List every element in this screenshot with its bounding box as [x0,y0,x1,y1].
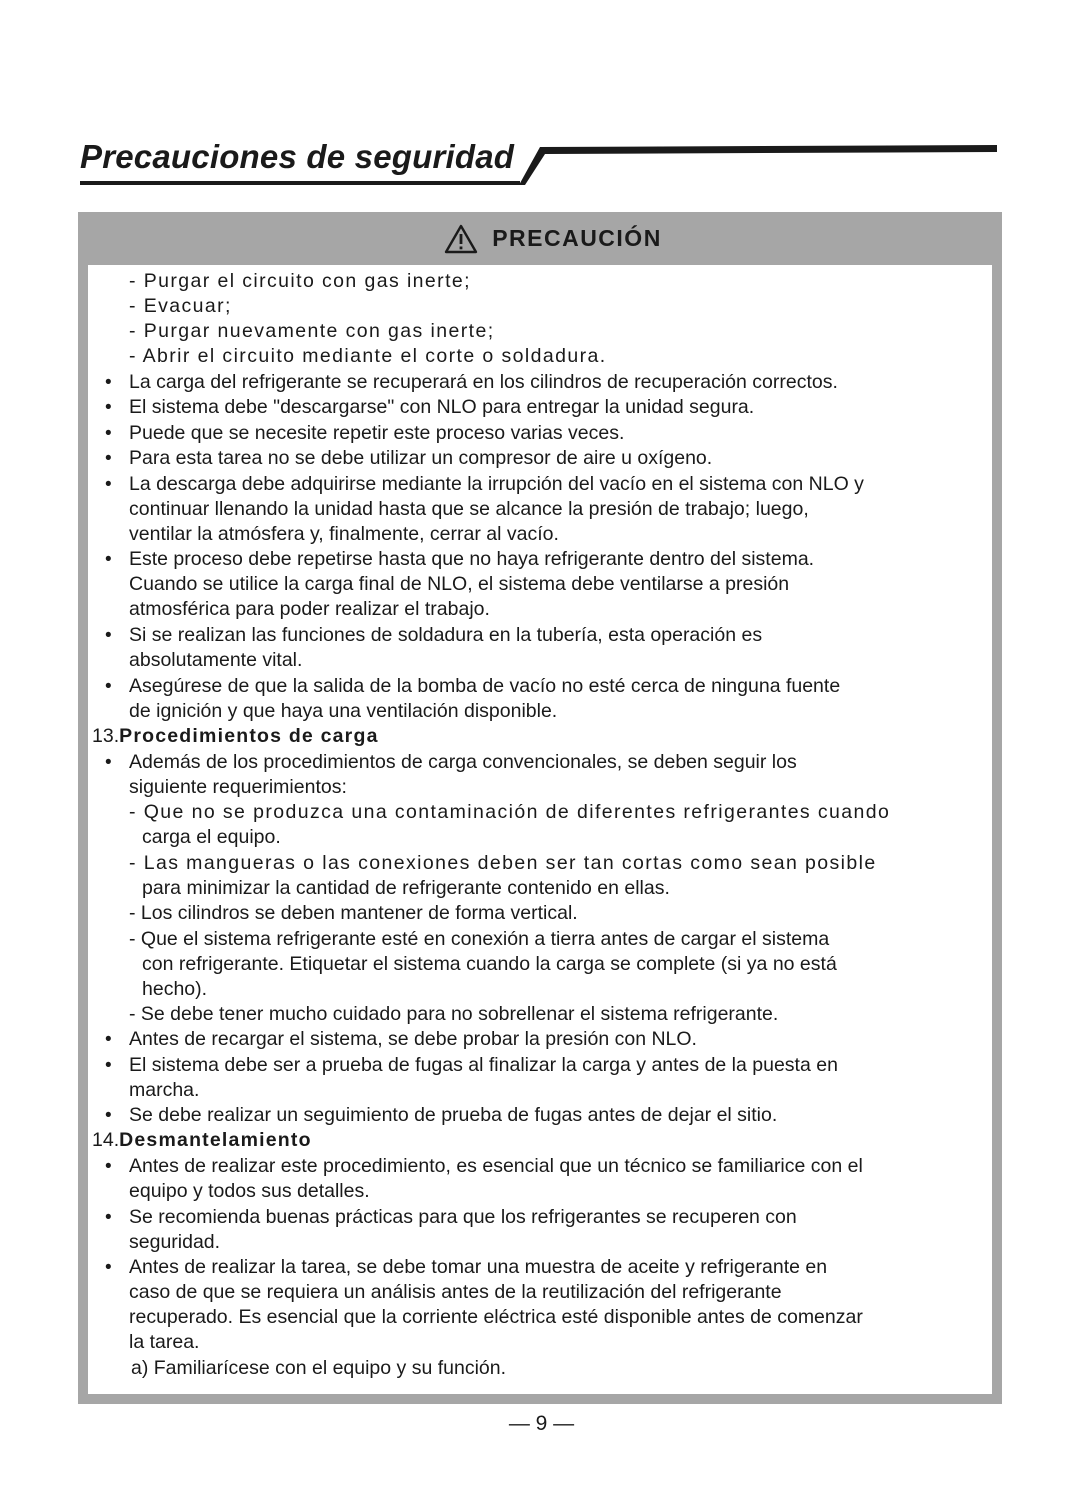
bullet-item-cont: la tarea. [129,1331,200,1353]
bullet-icon: • [105,448,112,469]
bullet-item-cont: continuar llenando la unidad hasta que se alcance la presión de trabajo; luego, [129,498,809,520]
dash-item: - Las mangueras o las conexiones deben ser tan cortas como sean posible [129,852,877,874]
dash-item: - Evacuar; [129,295,232,317]
bullet-item-cont: ventilar la atmósfera y, finalmente, cerrar al vacío. [129,523,559,545]
bullet-icon: • [105,1257,112,1278]
section-title: Procedimientos de carga [119,725,379,747]
bullet-item: Antes de recargar el sistema, se debe probar la presión con NLO. [129,1028,697,1050]
bullet-icon: • [105,474,112,495]
bullet-icon: • [105,397,112,418]
bullet-item: La descarga debe adquirirse mediante la irrupción del vacío en el sistema con NLO y [129,473,864,495]
dash-item-cont: con refrigerante. Etiquetar el sistema cuando la carga se complete (si ya no está [142,953,837,975]
bullet-item-cont: absolutamente vital. [129,649,303,671]
dash-item-cont: carga el equipo. [142,826,281,848]
bullet-item: Se debe realizar un seguimiento de prueba de fugas antes de dejar el sitio. [129,1104,778,1126]
bullet-item: Se recomienda buenas prácticas para que los refrigerantes se recuperen con [129,1206,797,1228]
bullet-item: Este proceso debe repetirse hasta que no haya refrigerante dentro del sistema. [129,548,815,570]
bullet-icon: • [105,1207,112,1228]
bullet-icon: • [105,372,112,393]
bullet-item-cont: Cuando se utilice la carga final de NLO, el sistema debe ventilarse a presión [129,573,790,595]
bullet-item-cont: equipo y todos sus detalles. [129,1180,370,1202]
bullet-item: El sistema debe ser a prueba de fugas al finalizar la carga y antes de la puesta en [129,1054,838,1076]
dash-item: - Que no se produzca una contaminación de diferentes refrigerantes cuando [129,801,891,823]
bullet-item: La carga del refrigerante se recuperará en los cilindros de recuperación correctos. [129,371,838,393]
section-heading-13 [92,724,379,749]
dash-item: - Se debe tener mucho cuidado para no sobrellenar el sistema refrigerante. [129,1003,779,1025]
bullet-icon: • [105,625,112,646]
section-title: Desmantelamiento [119,1129,312,1151]
bullet-item: Antes de realizar la tarea, se debe tomar una muestra de aceite y refrigerante en [129,1256,828,1278]
bullet-item: Además de los procedimientos de carga convencionales, se deben seguir los [129,751,797,773]
bullet-item: Antes de realizar este procedimiento, es esencial que un técnico se familiarice con el [129,1155,863,1177]
bullet-icon: • [105,1055,112,1076]
page-number: — 9 — [508,1412,575,1435]
bullet-item-cont: recuperado. Es esencial que la corriente eléctrica esté disponible antes de comenzar [129,1306,863,1328]
bullet-icon: • [105,676,112,697]
section-heading-14 [92,1128,312,1153]
bullet-item: Para esta tarea no se debe utilizar un compresor de aire u oxígeno. [129,447,713,469]
bullet-icon: • [105,1029,112,1050]
bullet-item: Si se realizan las funciones de soldadura en la tubería, esta operación es [129,624,763,646]
bullet-icon: • [105,549,112,570]
bullet-item-cont: atmosférica para poder realizar el trabajo. [129,598,490,620]
sub-item: a) Familiarícese con el equipo y su función. [131,1357,507,1379]
bullet-icon: • [105,752,112,773]
bullet-item: Asegúrese de que la salida de la bomba de vacío no esté cerca de ninguna fuente [129,675,841,697]
bullet-icon: • [105,1105,112,1126]
dash-item: - Los cilindros se deben mantener de forma vertical. [129,902,578,924]
dash-item-cont: hecho). [142,978,208,1000]
bullet-item: Puede que se necesite repetir este proceso varias veces. [129,422,625,444]
bullet-item: El sistema debe "descargarse" con NLO para entregar la unidad segura. [129,396,755,418]
bullet-item-cont: caso de que se requiera un análisis antes de la reutilización del refrigerante [129,1281,782,1303]
bullet-item-cont: seguridad. [129,1231,221,1253]
dash-item: - Abrir el circuito mediante el corte o soldadura. [129,345,607,367]
dash-item: - Purgar el circuito con gas inerte; [129,270,471,292]
bullet-icon: • [105,423,112,444]
section-number: 14. [92,1129,120,1151]
section-number: 13. [92,725,120,747]
bullet-item-cont: siguiente requerimientos: [129,776,347,798]
dash-item-cont: para minimizar la cantidad de refrigerante contenido en ellas. [142,877,670,899]
bullet-icon: • [105,1156,112,1177]
bullet-item-cont: marcha. [129,1079,200,1101]
bullet-item-cont: de ignición y que haya una ventilación disponible. [129,700,558,722]
dash-item: - Purgar nuevamente con gas inerte; [129,320,495,342]
page-title: Precauciones de seguridad [80,138,515,175]
caution-header-text: PRECAUCIÓN [492,225,662,251]
dash-item: - Que el sistema refrigerante esté en conexión a tierra antes de cargar el sistema [129,928,830,950]
